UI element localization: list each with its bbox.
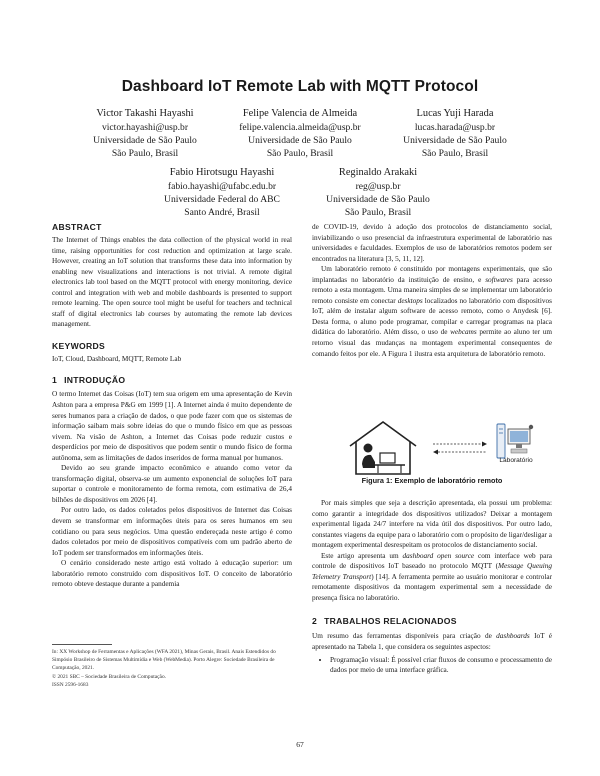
text-run: Um laboratório remoto é constituído por montagens experimentais, que são implantadas no laboratório da instituição de ensino, e	[312, 265, 552, 284]
right-column-top	[312, 222, 552, 359]
section-title: INTRODUÇÃO	[64, 375, 126, 386]
keywords-text: IoT, Cloud, Dashboard, MQTT, Remote Lab	[52, 354, 182, 363]
page-number: 67	[296, 740, 304, 749]
list-item: • Programação visual: É possível criar fluxos de consumo e processamento de dados por meio de uma interface gráfica.	[330, 655, 552, 676]
author-block-5	[278, 166, 478, 219]
author-location: São Paulo, Brasil	[266, 148, 334, 159]
section-2-heading	[312, 616, 552, 627]
author-location: Santo André, Brasil	[184, 207, 260, 218]
text-run: com interface web para controle de dispositivos IoT baseado no protocolo MQTT (	[312, 551, 552, 571]
author-affiliation: Universidade de São Paulo	[403, 135, 507, 146]
author-location: São Paulo, Brasil	[421, 148, 489, 159]
section-title: TRABALHOS RELACIONADOS	[324, 616, 457, 627]
text-run: permite ao aluno ter um retorno visual das mudanças na montagem experimental consequentes de comando feitos por ele. A Figura 1 ilustra esta arquitetura de laboratório remoto.	[312, 328, 552, 358]
paragraph: Devido ao seu grande impacto econômico e atuando como vetor da transformação digital, observa-se um aumento exponencial de soluções IoT para suportar o controle e monitoramento de forma remota, com estimativa de 26,4 bilhões de dispositivos em 2026 [4].	[52, 464, 292, 504]
bullet-list	[312, 655, 552, 676]
author-email: lucas.harada@usp.br	[414, 122, 496, 133]
right-column-bottom	[312, 498, 552, 676]
connection-arrows-icon	[433, 442, 487, 455]
author-location: São Paulo, Brasil	[111, 148, 179, 159]
author-name: Lucas Yuji Harada	[416, 108, 494, 119]
author-name: Fabio Hirotsugu Hayashi	[169, 167, 275, 178]
figure-1-diagram	[345, 418, 545, 478]
author-name: Victor Takashi Hayashi	[96, 108, 194, 119]
section-1-heading	[52, 375, 292, 386]
emphasis: softwares	[485, 275, 513, 284]
author-email: fabio.hayashi@ufabc.edu.br	[167, 181, 277, 192]
author-name: Reginaldo Arakaki	[338, 167, 418, 178]
student-icon	[362, 444, 405, 474]
author-affiliation: Universidade de São Paulo	[326, 194, 430, 205]
paragraph	[312, 631, 552, 652]
paragraph: Por mais simples que seja a descrição apresentada, ela possui um problema: como garantir a integridade dos dispositivos utilizados? Deixar a montagem experimental ligada 24/7 interfere na vida útil dos dispositivos. Por outro lado, constantes viagens da equipe para o laboratório com o propósito de ligar/desligar a montagem experimental desrespeitam os protocolos de distanciamento social.	[312, 499, 552, 550]
abstract-text: The Internet of Things enables the data collection of the physical world in real time, raising opportunities for cost reduction and optimization at large scale. However, creating an IoT solution that transforms these data into information by enabling new visualizations and interactions is not trivial. A remote digital electronics lab tool based on the MQTT protocol with energy monitoring, device control and integration with web and mobile dashboards is presented to support remote learning. The open source tool might be useful for teachers and technical staff of digital electronics lab courses by automating the remote lab devices management.	[52, 236, 292, 329]
author-affiliation: Universidade de São Paulo	[93, 135, 197, 146]
abstract-heading: ABSTRACT	[52, 222, 102, 232]
text-run: Um resumo das ferramentas disponíveis para criação de	[312, 632, 497, 641]
keywords-heading: KEYWORDS	[52, 340, 106, 351]
emphasis: dashboards	[496, 632, 530, 641]
left-column	[52, 222, 292, 590]
paragraph: de COVID-19, devido à adoção dos protocolos de distanciamento social, inviabilizando o uso presencial da infraestrutura experimental de laboratório nas universidades e faculdades. Exemplos de uso de laboratórios remotos podem ser encontrados na literatura [3, 5, 11, 12].	[312, 223, 552, 263]
author-email: reg@usp.br	[355, 181, 401, 192]
emphasis: Message Queuing Telemetry Transport	[312, 562, 552, 581]
lab-label: Laboratório	[499, 457, 533, 464]
text-run: para acesso remoto a esta montagem. Uma maneira simples de se implementar um laboratório remoto consiste em conectar	[312, 275, 552, 305]
paragraph	[312, 551, 552, 604]
author-name: Felipe Valencia de Almeida	[242, 108, 358, 119]
emphasis: dashboard open source	[402, 551, 475, 560]
paragraph: Por outro lado, os dados coletados pelos dispositivos de Internet das Coisas devem se transformar em informações úteis para os seres humanos em seu cotidiano ou para seus negócios. Uma questão endereçada neste artigo é como dados coletados por meio de dispositivos compatíveis com um padrão aberto de IoT podem ser transformados em informações úteis.	[52, 506, 292, 557]
author-location: São Paulo, Brasil	[344, 207, 412, 218]
footnote-rule	[52, 644, 112, 645]
paragraph: O cenário considerado neste artigo está voltado à educação superior: um laboratório remoto construído com dispositivos IoT. O conceito de laboratório remoto obteve destaque durante a pandemia	[52, 559, 292, 589]
emphasis: webcams	[450, 328, 477, 337]
text-run: IoT é apresentado na Tabela 1, que considera os seguintes aspectos:	[312, 632, 552, 652]
emphasis: desktops	[397, 296, 423, 305]
lab-equipment-icon	[497, 424, 533, 458]
author-affiliation: Universidade de São Paulo	[248, 135, 352, 146]
paragraph: O termo Internet das Coisas (IoT) tem sua origem em uma apresentação de Kevin Ashton para a empresa P&G em 1999 [1]. A Internet ainda é muito dependente de seres humanos para a criação de dados, o que pode fazer com que os sistemas de informação saibam mais sobre ideias do que o mundo físico em que as pessoas vivem. Na visão de Ashton, a Internet das Coisas pode reduzir custos e desperdícios por meio de dispositivos que podem sentir o mundo físico de forma autônoma, sem as limitações de dados inseridos de forma manual por humanos.	[52, 390, 292, 462]
section-number: 1	[52, 375, 58, 386]
footnote-line: © 2021 SBC – Sociedade Brasileira de Computação.	[52, 673, 166, 680]
author-email: victor.hayashi@usp.br	[101, 122, 189, 133]
house-icon	[350, 422, 416, 474]
paragraph	[312, 264, 552, 359]
author-email: felipe.valencia.almeida@usp.br	[239, 122, 361, 133]
text-run: ) [14]. A ferramenta permite ao usuário monitorar e controlar remotamente dispositivos da montagem experimental sem a necessidade de presença física no laboratório.	[312, 572, 552, 602]
footnote-line: ISSN 2596-1683	[52, 681, 89, 688]
footnote-line: In: XX Workshop de Ferramentas e Aplicações (WFA 2021), Minas Gerais, Brasil. Anais Estendidos do Simpósio Brasileiro de Sistemas Multimídia e Web (WebMedia). Porto Alegre: Sociedade Brasileira de Computação, 2021.	[52, 649, 276, 672]
paper-title: Dashboard IoT Remote Lab with MQTT Protocol	[121, 78, 479, 95]
figure-1-caption: Figura 1: Exemplo de laboratório remoto	[361, 476, 503, 485]
footnote	[52, 648, 290, 689]
section-number: 2	[312, 616, 318, 627]
text-run: localizados no laboratório com dispositivos IoT, além de instalar algum software de acesso remoto, como o Anydesk [6]. Desta forma, o aluno pode programar, compilar e carregar programas na placa didática do laboratório. Além disso, o uso de	[312, 296, 552, 337]
author-block-3	[355, 107, 555, 160]
text-run: Este artigo apresenta um	[321, 551, 403, 560]
author-affiliation: Universidade Federal do ABC	[164, 194, 280, 205]
